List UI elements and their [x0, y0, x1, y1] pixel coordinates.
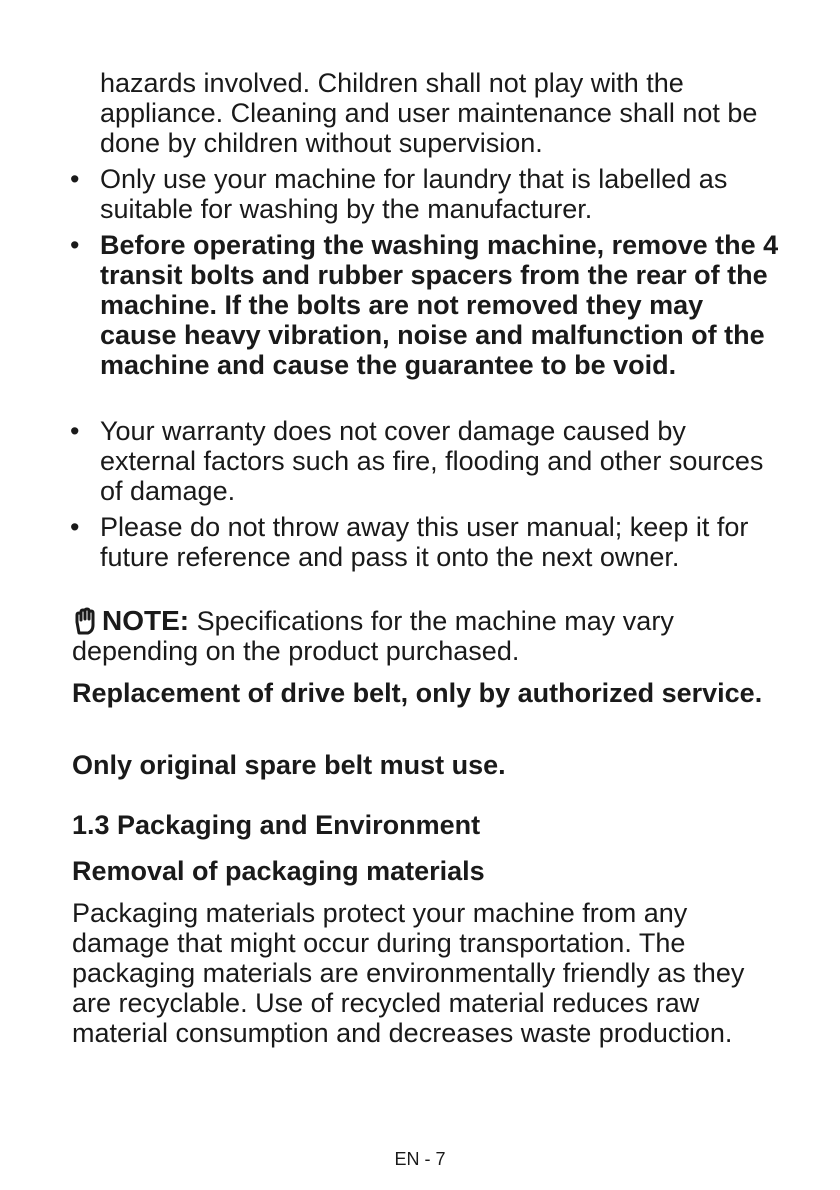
bullet-marker: •	[70, 512, 80, 542]
intro-continued-paragraph: hazards involved. Children shall not play with the appliance. Cleaning and user maintenance shall not be done by children without supervision.	[100, 68, 758, 158]
bullet-marker: •	[70, 164, 80, 194]
section-heading: 1.3 Packaging and Environment	[72, 810, 481, 840]
packaging-paragraph: Packaging materials protect your machine from any damage that might occur during transportation. The packaging materials are environmentally friendly as they are recyclable. Use of recycled material reduces raw material consumption and decreases waste production.	[72, 898, 745, 1048]
drive-belt-notice: Replacement of drive belt, only by authorized service.	[72, 678, 763, 708]
bullet-marker: •	[70, 416, 80, 446]
note-text: Specifications for the machine may vary depending on the product purchased.	[72, 606, 674, 666]
page-number: EN - 7	[394, 1149, 446, 1169]
subsection-heading: Removal of packaging materials	[72, 856, 485, 886]
note-paragraph	[72, 606, 772, 666]
note-label: NOTE:	[102, 605, 190, 636]
bullet-item-transit-bolts-warning: Before operating the washing machine, remove the 4 transit bolts and rubber spacers from the rear of the machine. If the bolts are not removed they may cause heavy vibration, noise and malfunction of the machine and cause the guarantee to be void.	[100, 230, 779, 380]
bullet-item-warranty: Your warranty does not cover damage caused by external factors such as fire, flooding and other sources of damage.	[100, 416, 764, 506]
hand-stop-icon	[72, 607, 100, 635]
bullet-item-laundry-use: Only use your machine for laundry that is labelled as suitable for washing by the manufacturer.	[100, 164, 728, 224]
spare-belt-notice: Only original spare belt must use.	[72, 750, 506, 780]
bullet-marker: •	[70, 230, 80, 260]
bullet-item-keep-manual: Please do not throw away this user manual; keep it for future reference and pass it onto the next owner.	[100, 512, 749, 572]
